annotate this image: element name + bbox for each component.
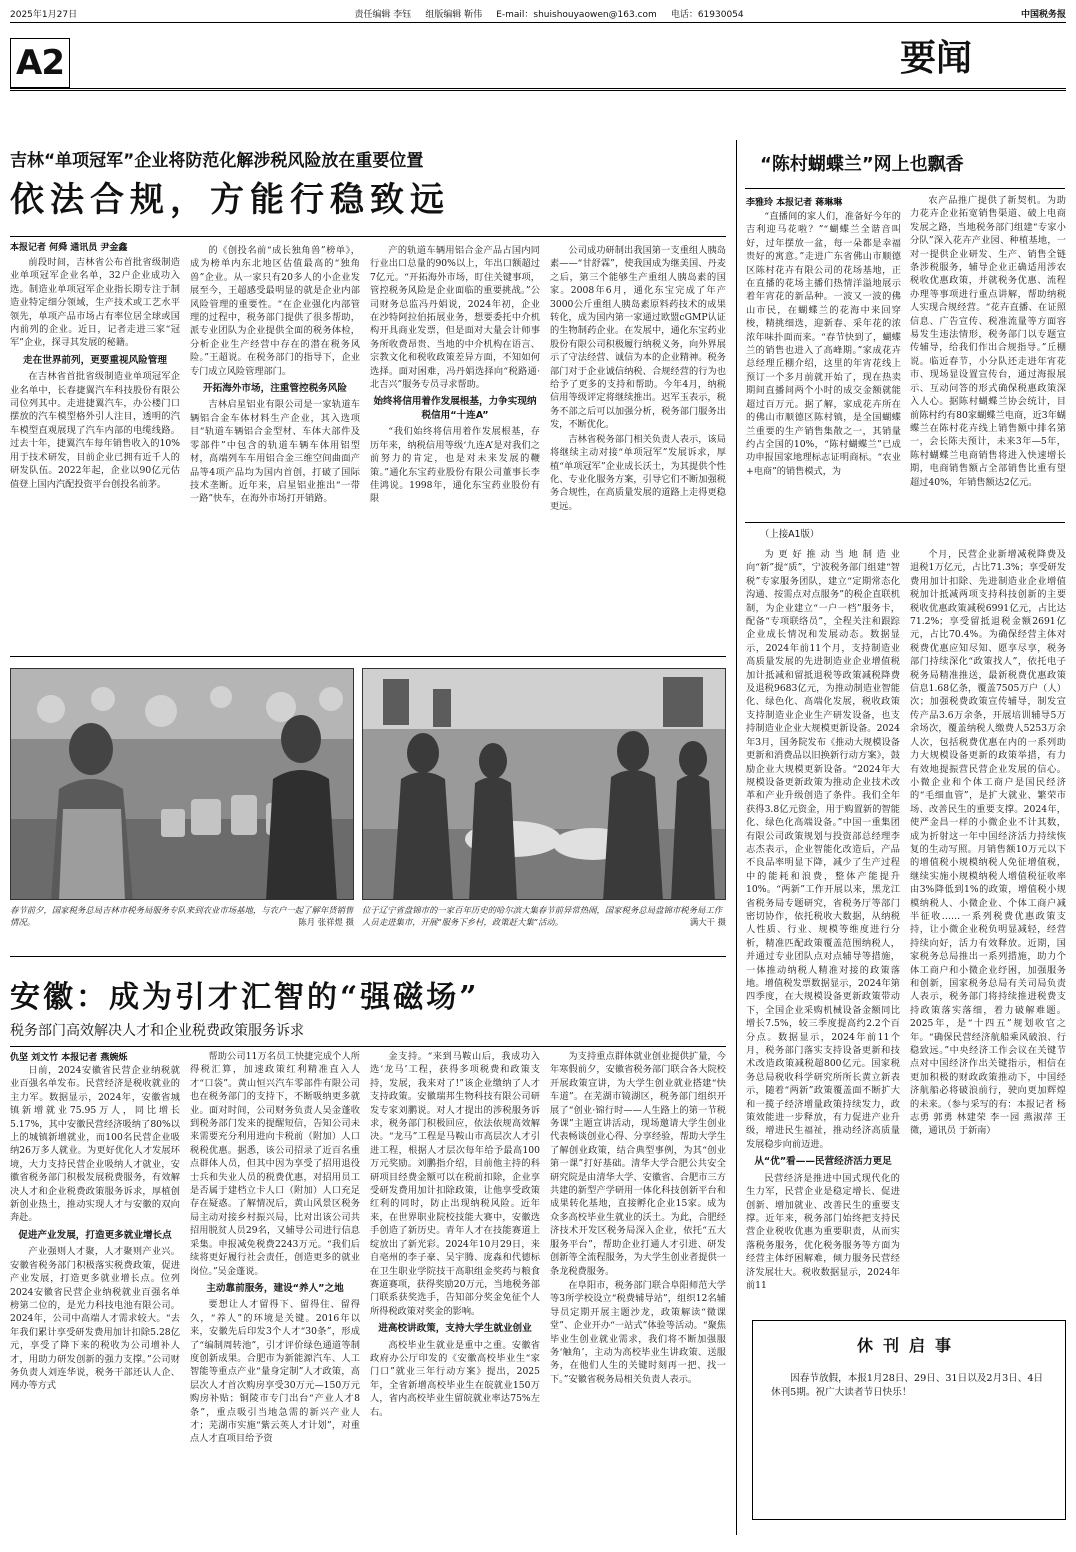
- masthead-rule: [10, 88, 1066, 91]
- story3-headline[interactable]: 安徽：成为引才汇智的“强磁场”: [10, 980, 480, 1015]
- paragraph: 公司成功研制出我国第一支重组人胰岛素——“甘舒霖”，使我国成为继美国、丹麦之后，第三个能够生产重组人胰岛素的国家。2008年6月，通化东宝完成了年产3000公斤重组人胰岛素原料药技术的成果转化，成为国内第一家通过欧盟cGMP认证的生物制药企业。在发展中，通化东宝药业股份有限公司积极履行纳税义务，向外界展示了守法经营、诚信为本的企业精神。税务部门对于企业诚信纳税、合规经营的行为也给予了更多的支持和帮助。今年4月，纳税信用等级评定将继续推出。迟军玉表示，税务不部之后可以加强分析，税务部门服务出发，不断优化。: [550, 245, 726, 431]
- story3-column-3: [370, 1050, 540, 1534]
- paragraph: 个月，民营企业新增减税降费及退税1万亿元，占比71.3%；享受研发费用加计扣除、先进制造业企业增值税加计抵减两项支持科技创新的主要税收优惠政策减税6991亿元，占比达71.2%；享受留抵退税金额2691亿元，占比70.4%。为确保经营主体对税费优惠应知尽知、愿享尽享，税务部门持续深化“政策找人”，依托电子税务局精准推送，最新税费优惠政策信息1.68亿条，覆盖7505万户（人）次；加强税费政策宣传辅导，制发宣传产品3.6万余条，开展培训辅导5万余场次，覆盖纳税人缴费人5253万余人次，包括税费优惠在内的一系列助力大规模设备更新的政策举措，有力有效地提振营民营企业发展的信心。小微企业和个体工商户是国民经济的“毛细血管”，是扩大就业、繁荣市场、改善民生的重要支撑。2024年，使严金昌一样的小微企业不计其数，成为折射这一年中国经济活力持续恢复的生动写照。月销售额10万元以下的增值税小规模纳税人免征增值税，继续实施小规模纳税人增值税征收率由3%降低到1%的政策，增值税小规模纳税人、小微企业、个体工商户减半征收……一系列税费优惠政策支持，让小微企业税负明显减轻，经营持续向好，活力有效释放。近期，国家税务总局推出一系列措施，助力个体工商户和小微企业纾困，加强服务和创新，国家税务总局有关司局负责人表示，税务部门将持续推进税费支持政策落实落细，着力破解难题。2025年，是“十四五”规划收官之年。“确保民营经济航船乘风破浪、行稳致远。”中央经济工作会议在关键节点对中国经济作出关键指示，相信在更加积极的财政政策推动下，中国经济航船必将破浪前行，驶向更加辉煌的未来。（参与采写的有：本报记者 杨志勇 郭勇 林建荣 李一园 燕淑萍 王微，通讯员 于新南）: [910, 549, 1066, 1137]
- paragraph: 产业强则人才聚，人才聚则产业兴。安徽省税务部门积极落实税费政策，促进产业发展，打造更多就业增长点。位列2024安徽省民营企业纳税就业百强名单榜第二位的，是光力科技电池有限公司。2024年，公司中高端人才需求较大。“去年我们累计享受研发费用加计扣除5.28亿元，享受了降下来的税收为公司增补人才，用助力研发创新的强力支撑。”公司财务负责人刘连华说，税务干部还认人企、网办等方式: [10, 1246, 180, 1392]
- continuation-column-2: [910, 548, 1066, 1310]
- subheading: 开拓海外市场，注重管控税务风险: [203, 383, 347, 395]
- subheading: 进高校讲政策，支持大学生就业创业: [378, 1323, 532, 1335]
- paragraph: 要想让人才留得下、留得住、留得久，“养人”的环境是关键。2016年以来，安徽先后印发3个人才“30条”，形成了“编制周转池”，引才评价绿色通道等制度创新成果。合肥市为新能源汽车、人工智能等重点产业“量身定制”人才政策，高层次人才首次购房享受30万元—150万元购房补贴；铜陵市专门出台“产业人才8条”，重点吸引当地急需的新兴产业人才；芜湖市实施“紫云英人才计划”，对重点人才直项目给予资: [190, 1299, 360, 1445]
- paragraph: “我们始终将信用着作发展根基，存历年来，纳税信用等级‘九连A’是对我们之前努力的肯定，也是对未来发展的鞭策。”通化东宝药业股份有限公司董事长李佳鸿说。1998年，通化东宝药业股份有限: [370, 426, 540, 505]
- story3-column-4: [550, 1050, 726, 1534]
- notice-title: 休刊启事: [856, 1336, 961, 1355]
- paper-name: 中国税务报: [1020, 9, 1066, 20]
- subheading: 促进产业发展，打造更多就业增长点: [18, 1229, 172, 1241]
- paragraph: “直播间的家人们，准备好今年的吉利迎马花啦？”“蝴蝶兰全谐音叫好，过年摆放一盆，每一朵都是幸福贵好的寓意。”走进广东省佛山市顺德区陈村花卉有限公司的花场基地，正在直播的花场主播们热情洋溢地展示着年宵花的新品种。一波又一波的佛山市民，在蝴蝶兰的花海中来回穿梭，精挑细选，迎新春、采年花的浓浓年味扑面而来。“春节快到了，蝴蝶兰的销售也进入了高峰期。”家成花卉总经理丘棚介绍，这里的年宵花线上预订一个多月前就开始了，现在热卖期间直播间两个小时的成交金额就能超过百万元。据了解，家成花卉所在的佛山市顺德区陈村镇，是全国蝴蝶兰重要的生产销售集散之一，其销量约占全国的10%，“陈村蝴蝶兰”已成功申报国家地理标志证明商标。“农业+电商”的销售模式，为: [746, 211, 901, 477]
- paragraph: 高校毕业生就业是重中之重。安徽省政府办公厅印发的《安徽高校毕业生“家门口”就业三年行动方案》提出，2025年，全省新增高校毕业生在皖就业150万人，省内高校毕业生留皖就业率达75%左右。: [370, 1339, 540, 1418]
- story3-rule: [10, 1046, 726, 1047]
- story1-column-4: [550, 244, 726, 648]
- story3-column-1: [10, 1064, 180, 1534]
- page-number: A2: [10, 38, 70, 88]
- story2-bottom-rule: [745, 522, 1065, 523]
- layout-editor: 组版编辑 靳伟: [425, 9, 483, 20]
- phone: 电话：61930054: [670, 9, 744, 20]
- story2-headline[interactable]: “陈村蝴蝶兰”网上也飘香: [760, 154, 964, 175]
- subheading: 从“优”看——民营经济活力更足: [754, 1156, 892, 1168]
- paragraph: 为支持重点群体就业创业提供扩量，今年寒假前夕，安徽省税务部门联合各大院校开展政策宣讲，为大学生创业就业搭建“快车道”。在芜湖市镜湖区，税务部门组织开展了“创业·锦行时——人生路上的第一节税务课”主题宣讲活动，现场邀请大学生创业代表畅谈创业心得、分享经验，帮助大学生了解创业政策，结合典型事例，为其“创业第一课”打好基础。清华大学合肥公共安全研究院是由清华大学、安徽省、合肥市三方共建的新型产学研用一体化科技创新平台和成果转化基地，直接孵化企业15家。成为众多高校毕业生就业的沃土。为此，合肥经济技术开发区税务局深入企业，依托“五大服务平台”，帮助企业打通人才引进、研发创新等全流程服务，为大学生创业者提供一条龙税费服务。: [550, 1051, 726, 1277]
- paragraph: 金支持。“来到马鞍山后，我成功入选‘龙马’工程，获得多项税费和政策支持，发展，我来对了!”该企业缴纳了人才支持政策。安徽瑞邦生物科技有限公司研发专家刘鹏说。对人才提出的涉税服务诉求，税务部门积极回应，依法依规高效解决。“龙马”工程是马鞍山市高层次人才引进工程，根据人才层次每年给予最高100万元奖励。刘鹏指介绍，目前他主持的科研项目经费金额可以在税前扣除，企业享受研发费用加计扣除政策，让他享受政策红利的同时，防止出现纳税风险。近年来，在世界职业院校技能大赛中，安徽选手创造了新历史。青年人才在技能赛道上绽放出了新光彩。2024年10月29日，来自亳州的李子豪、吴宇腾、庞淼和代德标在卫生职业学院技干高职组金奖药与粮食赛道赛项，获得奖励20万元，当地税务部门联系获奖选手，告知部分奖金免征个人所得税政策对奖金的影响。: [370, 1051, 540, 1317]
- story1-kicker: 吉林“单项冠军”企业将防范化解涉税风险放在重要位置: [10, 151, 424, 171]
- story3-column-2: [190, 1050, 360, 1534]
- photo-credit: 陈月 张祥煜 摄: [298, 917, 354, 927]
- photo-caption-right: [362, 904, 726, 928]
- paragraph: 在吉林省首批省级制造业单项冠军企业名单中，长春捷翼汽车科技股份有限公司位列其中。走进捷翼汽车，办公楼门口摆放的汽车模型格外引人注目，透明的汽车模型直观展现了汽车内部的电缆线路。过去十年，捷翼汽车每年销售收入的10%用于技术研发，目前企业已拥有近千人的研发队伍。2022年起，企业以90亿元估值登上国内汽配投资平台创投名前茅。: [10, 371, 180, 490]
- photo-rule: [10, 656, 726, 657]
- photo-caption-left: [10, 904, 354, 928]
- paragraph: 前段时间，吉林省公布首批省级制造业单项冠军企业名单，32户企业成功入选。制造业单项冠军企业指长期专注于制造业特定细分领域，生产技术或工艺水平领先，单项产品市场占有率位居全球或国内前列的企业。近日，记者走进三家“冠军”企业，探寻其发展的秘籍。: [10, 257, 180, 349]
- story1-headline[interactable]: 依法合规，方能行稳致远: [10, 180, 450, 220]
- story3-subhead: 税务部门高效解决人才和企业税费政策服务诉求: [10, 1023, 304, 1039]
- paragraph: 产的轨道车辆用铝合金产品占国内同行业出口总量的90%以上，年出口额超过7亿元。“开拓海外市场，盯住关键事项，管控税务风险是企业面临的重要挑战。”公司财务总监冯丹娟说，2024年初，企业在沙特阿拉伯拓展业务，想要委托中介机构开具商业发票，但是面对大量会计师事务所收费昂贵、当地的中介机构在语言、宗教文化和税收政策差异方面，不知如何选择。面对困难，冯丹娟选择向“税路通·北吉兴”服务专员寻求帮助。: [370, 245, 540, 391]
- paragraph: 帮助公司11万名员工快捷完成个人所得税汇算，加速政策红利精准直入人才“口袋”。黄山恒兴汽车零部件有限公司也在税务部门的支持下，不断吸纳更多就业。面对时间，公司财务负责人吴金蓬收到税务部门发来的提醒短信，告知公司未来需要充分利用进向卡税前（附加）人口税税优惠。据悉，该公司招录了近百名重点群体人员，但其中因为享受了招用退役士兵和失业人员的税费优惠，对招用员工是否属于建档立卡人口（附加）人口充足存在疑惑。了解情况后，黄山风景区税务局主动对接乡村振兴局，比对出该公司共招用脱贫人员29名，又辅导公司进行信息采集。申报减免税费2243万元。“我们后续将更好履行社会责任，创造更多的就业岗位。”吴金蓬说。: [190, 1051, 360, 1277]
- photo-market-left[interactable]: [10, 668, 354, 900]
- story1-column-2: [190, 244, 360, 648]
- column-divider: [736, 140, 737, 1535]
- page-header: [10, 6, 1066, 20]
- story2-rule: [745, 188, 1065, 189]
- photo-market-right[interactable]: [362, 668, 726, 900]
- paragraph: 吉林启星铝业有限公司是一家轨道车辆铝合金车体材料生产企业，其入选项目“轨道车辆铝合金型材、车体大部件及零部件”中包含的轨道车辆车体用铝型材，高端列车车用铝合金三维空间曲面产品等4项产品均为国内首创，打破了国际技术垄断。近年来，启星铝业推出“一带一路”快车，在海外市场打开销路。: [190, 399, 360, 505]
- story1-column-1: [10, 256, 180, 648]
- photo-credit: 满大干 摄: [689, 917, 726, 927]
- caption-text: 位于辽宁省盘锦市的一家百年历史的哈尔滨大集春节前异常热闹，国家税务总局盘锦市税务局工作人员走进集市，开展“服务下乡村，政策赶大集”活动。: [362, 905, 723, 927]
- paragraph: 农产品推广提供了新契机。为助力花卉企业拓宽销售渠道、破上电商发展之路，当地税务部门组建“专家小分队”深入花卉产业园、种植基地，一对一提供企业研发、生产、销售全链条涉税服务，辅导企业正确适用涉农税收优惠政策，并就税务优惠、流程办理等事项进行重点讲解，帮助纳税人实现合规经营。“花卉直播、在证照信息、广告宣传、税准流量等方面容易发生违法情形，税务部门以专题宣传辅导，给我们作出合规指导。”丘棚说。临近春节，小分队还走进年宵花市、现场显设置宣传台，通过海报展示、互动问答的形式确保税惠政策深入人心。据陈村蝴蝶兰协会统计，目前陈村约有80家蝴蝶兰电商，近3年蝴蝶兰在陈村花卉线上销售额中排名第一，会长陈夫预计，未来3年—5年，陈村蝴蝶兰电商销售将进入快速增长期，电商销售额占全部销售比重有望超过40%，年销售额达2亿元。: [910, 195, 1066, 488]
- story3-byline: 仇坚 刘文竹 本报记者 燕婉烁: [10, 1053, 128, 1063]
- story2-byline: 李雅玲 本报记者 蒋琳琳: [746, 198, 843, 208]
- story1-rule: [10, 236, 726, 237]
- caption-text: 春节前夕，国家税务总局吉林市税务局服务专队来到农业市场基地，与农户一起了解年货销售情况。: [10, 905, 354, 927]
- paragraph: 日前，2024安徽省民营企业纳税就业百强名单发布。民营经济是税收就业的主力军。数据显示，2024年，安徽省城镇新增就业75.95万人，同比增长5.17%，其中安徽民营经济吸纳了80%以上的城镇新增就业，而100名民营企业吸纳26万多人就业。为更好优化人才发展环境，大力支持民营企业吸纳人才就业，安徽省税务部门积极发展税费服务，有效解决人才和企业税费政策服务诉求，厚植创新创业热土，推动实现人才与安徽的双向奔赴。: [10, 1065, 180, 1224]
- email[interactable]: E-mail：shuishouyaowen@163.com: [496, 9, 657, 20]
- paragraph: 民营经济是推进中国式现代化的生力军，民营企业是稳定增长、促进创新、增加就业、改善民生的重要支撑。近年来，税务部门始终把支持民营企业税收优惠为重要职责，从而实落税务服务，优化税务服务等方面为经营主体纾困解难，倾力服务民营经济发展壮大。税收数据显示，2024年前11: [746, 1172, 900, 1291]
- story3-top-rule: [10, 956, 726, 957]
- section-name: 要闻: [900, 37, 973, 79]
- subheading: 走在世界前列，更要重视风险管理: [23, 354, 167, 366]
- issue-date: 2025年1月27日: [10, 9, 78, 20]
- header-contacts: [354, 7, 743, 20]
- story2-column-2: [910, 194, 1066, 518]
- editor: 责任编辑 李钰: [354, 9, 412, 20]
- notice-box: [752, 1320, 1066, 1520]
- story1-column-3: [370, 244, 540, 648]
- continuation-label: （上接A1版）: [760, 529, 820, 540]
- notice-body: 因春节放假，本报1月28日、29日、31日以及2月3日、4日休刊5期。祝广大读者节日快乐！: [771, 1373, 1044, 1398]
- story2-column-1: [746, 210, 901, 518]
- story1-byline: 本报记者 何舜 通讯员 尹金鑫: [10, 243, 128, 253]
- subheading: 始终将信用着作发展根基，力争实现纳税信用“十连A”: [373, 396, 537, 421]
- paragraph: 的《创投名前“成长独角兽”榜单》，成为榜单内东北地区估值最高的“独角兽”企业。从一家只有20多人的小企业发展至今，王超感受最明显的就是企业内部风险管理的重要性。“在企业强化内部管理的过程中，税务部门提供了很多帮助，派专业团队为企业提供全面的税务体检，分析企业生产经营中存在的潜在税务风险。”王超说。在税务部门的指导下，企业专门成立风险管理部门。: [190, 245, 360, 377]
- paragraph: 为更好推动当地制造业向“新”提“质”，宁波税务部门组建“智税”专家服务团队，建立“定期常态化沟通、按需点对点服务”的税企直联机制，为企业建立“一户一档”服务卡，配备“专项联络员”，全程关注和跟踪企业成长情况和发展动态。数据显示，2024年前11个月，支持制造业高质量发展的先进制造业企业增值税加计抵减和留抵退税等政策减税降费及退税9683亿元，为推动制造业智能化、绿色化、高端化发展，税收政策支持制造业企业生产研发设备，也支持制造业企业大规模更新设备。2024年3月，国务院发布《推动大规模设备更新和消费品以旧换新行动方案》，鼓励企业大规模更新设备。“2024年大规模设备更新政策为推动企业技术改革和产业升级创造了条件。我们全年获得3.8亿元资金，用于购置新的智能化、绿色化高端设备。”中国一重集团有限公司政策规划与投资部总经理李志杰表示，企业智能化改造后，产品不良品率明显下降，减少了生产过程中的能耗和浪费，整体产能提升10%。“两新”工作开展以来，黑龙江省税务局专题研究，省税务厅等部门密切协作，依托税收大数据，从纳税人性质、行业、规模等维度进行分析，精准匹配政策覆盖范围纳税人，并通过专业团队点对点辅导等措施，一体推动纳税人精准对接的政策落地。增值税发票数据显示，2024年第四季度，在大规模设备更新政策带动下，全国企业采购机械设备金额同比增长7.5%，较三季度提高约2.2个百分点。数据显示，2024年前11个月，税务部门落实支持设备更新和技术改造政策减税超800亿元。国家税务总局税收科学研究所所长黄立新表示，随着“两新”政策覆盖面不断扩大和一揽子经济增量政策持续发力，政策效能进一步释放，有力促进产业升级，增进民生福祉，推动经济高质量发展稳步向前迈进。: [746, 549, 900, 1150]
- header-rule: [10, 22, 1066, 23]
- paragraph: 吉林省税务部门相关负责人表示，该局将继续主动对接“单项冠军”发展诉求，厚植“单项冠军”企业成长沃土，为其提供个性化、专业化服务方案，引导它们不断加强税务合规性，在高质量发展的道路上走得更稳更远。: [550, 433, 726, 512]
- subheading: 主动靠前服务，建设“养人”之地: [206, 1282, 344, 1294]
- paragraph: 在阜阳市，税务部门联合阜阳师范大学等3所学校设立“税费辅导站”，组织12名辅导员定期开展主题沙龙，政策解读“微课堂”、企业开办“一站式”体验等活动。“聚焦毕业生创业就业需求，我们将不断加强服务‘触角’，主动为高校毕业生讲政策、送服务，在他们人生的关键时刻再一把、找一下。”安徽省税务局相关负责人表示。: [550, 1279, 726, 1385]
